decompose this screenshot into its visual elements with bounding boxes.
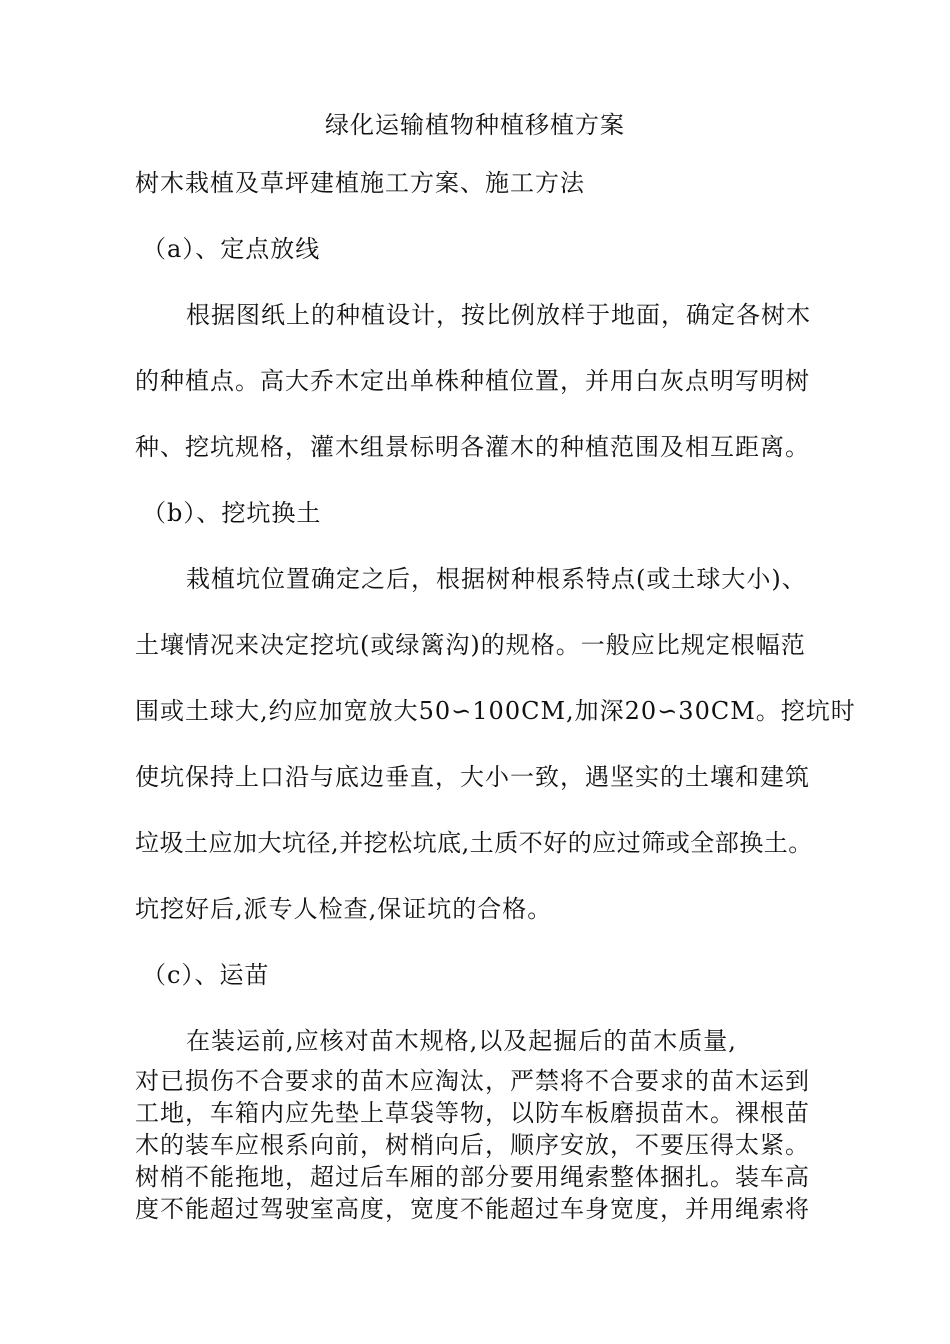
section-heading-c: （c）、运苗 xyxy=(142,961,270,989)
paragraph-line: 度不能超过驾驶室高度，宽度不能超过车身宽度，并用绳索将 xyxy=(135,1195,810,1223)
paragraph-line: 在装运前,应核对苗木规格,以及起掘后的苗木质量, xyxy=(186,1027,737,1055)
document-title: 绿化运输植物种植移植方案 xyxy=(325,111,625,139)
paragraph-line: 坑挖好后,派专人检查,保证坑的合格。 xyxy=(135,895,553,923)
paragraph-line: 土壤情况来决定挖坑(或绿篱沟)的规格。一般应比规定根幅范 xyxy=(135,631,806,659)
section-heading-b: （b）、挖坑换土 xyxy=(142,499,322,527)
paragraph-line: 围或土球大,约应加宽放大50∽100CM,加深20∽30CM。挖坑时 xyxy=(135,697,856,725)
paragraph-line: 根据图纸上的种植设计，按比例放样于地面，确定各树木 xyxy=(186,301,811,329)
paragraph-line: 种、挖坑规格，灌木组景标明各灌木的种植范围及相互距离。 xyxy=(135,433,810,461)
paragraph-line: 的种植点。高大乔木定出单株种植位置，并用白灰点明写明树 xyxy=(135,367,810,395)
paragraph-line: 工地，车箱内应先垫上草袋等物，以防车板磨损苗木。裸根苗 xyxy=(135,1099,810,1127)
section-heading-a: （a）、定点放线 xyxy=(142,235,321,263)
paragraph-line: 对已损伤不合要求的苗木应淘汰，严禁将不合要求的苗木运到 xyxy=(135,1067,810,1095)
paragraph-line: 木的装车应根系向前，树梢向后，顺序安放，不要压得太紧。 xyxy=(135,1131,810,1159)
paragraph-line: 垃圾土应加大坑径,并挖松坑底,土质不好的应过筛或全部换土。 xyxy=(135,829,813,857)
paragraph-line: 栽植坑位置确定之后，根据树种根系特点(或土球大小)、 xyxy=(186,565,807,593)
paragraph-line: 使坑保持上口沿与底边垂直，大小一致，遇坚实的土壤和建筑 xyxy=(135,763,810,791)
document-subtitle: 树木栽植及草坪建植施工方案、施工方法 xyxy=(135,169,585,197)
paragraph-line: 树梢不能拖地，超过后车厢的部分要用绳索整体捆扎。装车高 xyxy=(135,1163,810,1191)
